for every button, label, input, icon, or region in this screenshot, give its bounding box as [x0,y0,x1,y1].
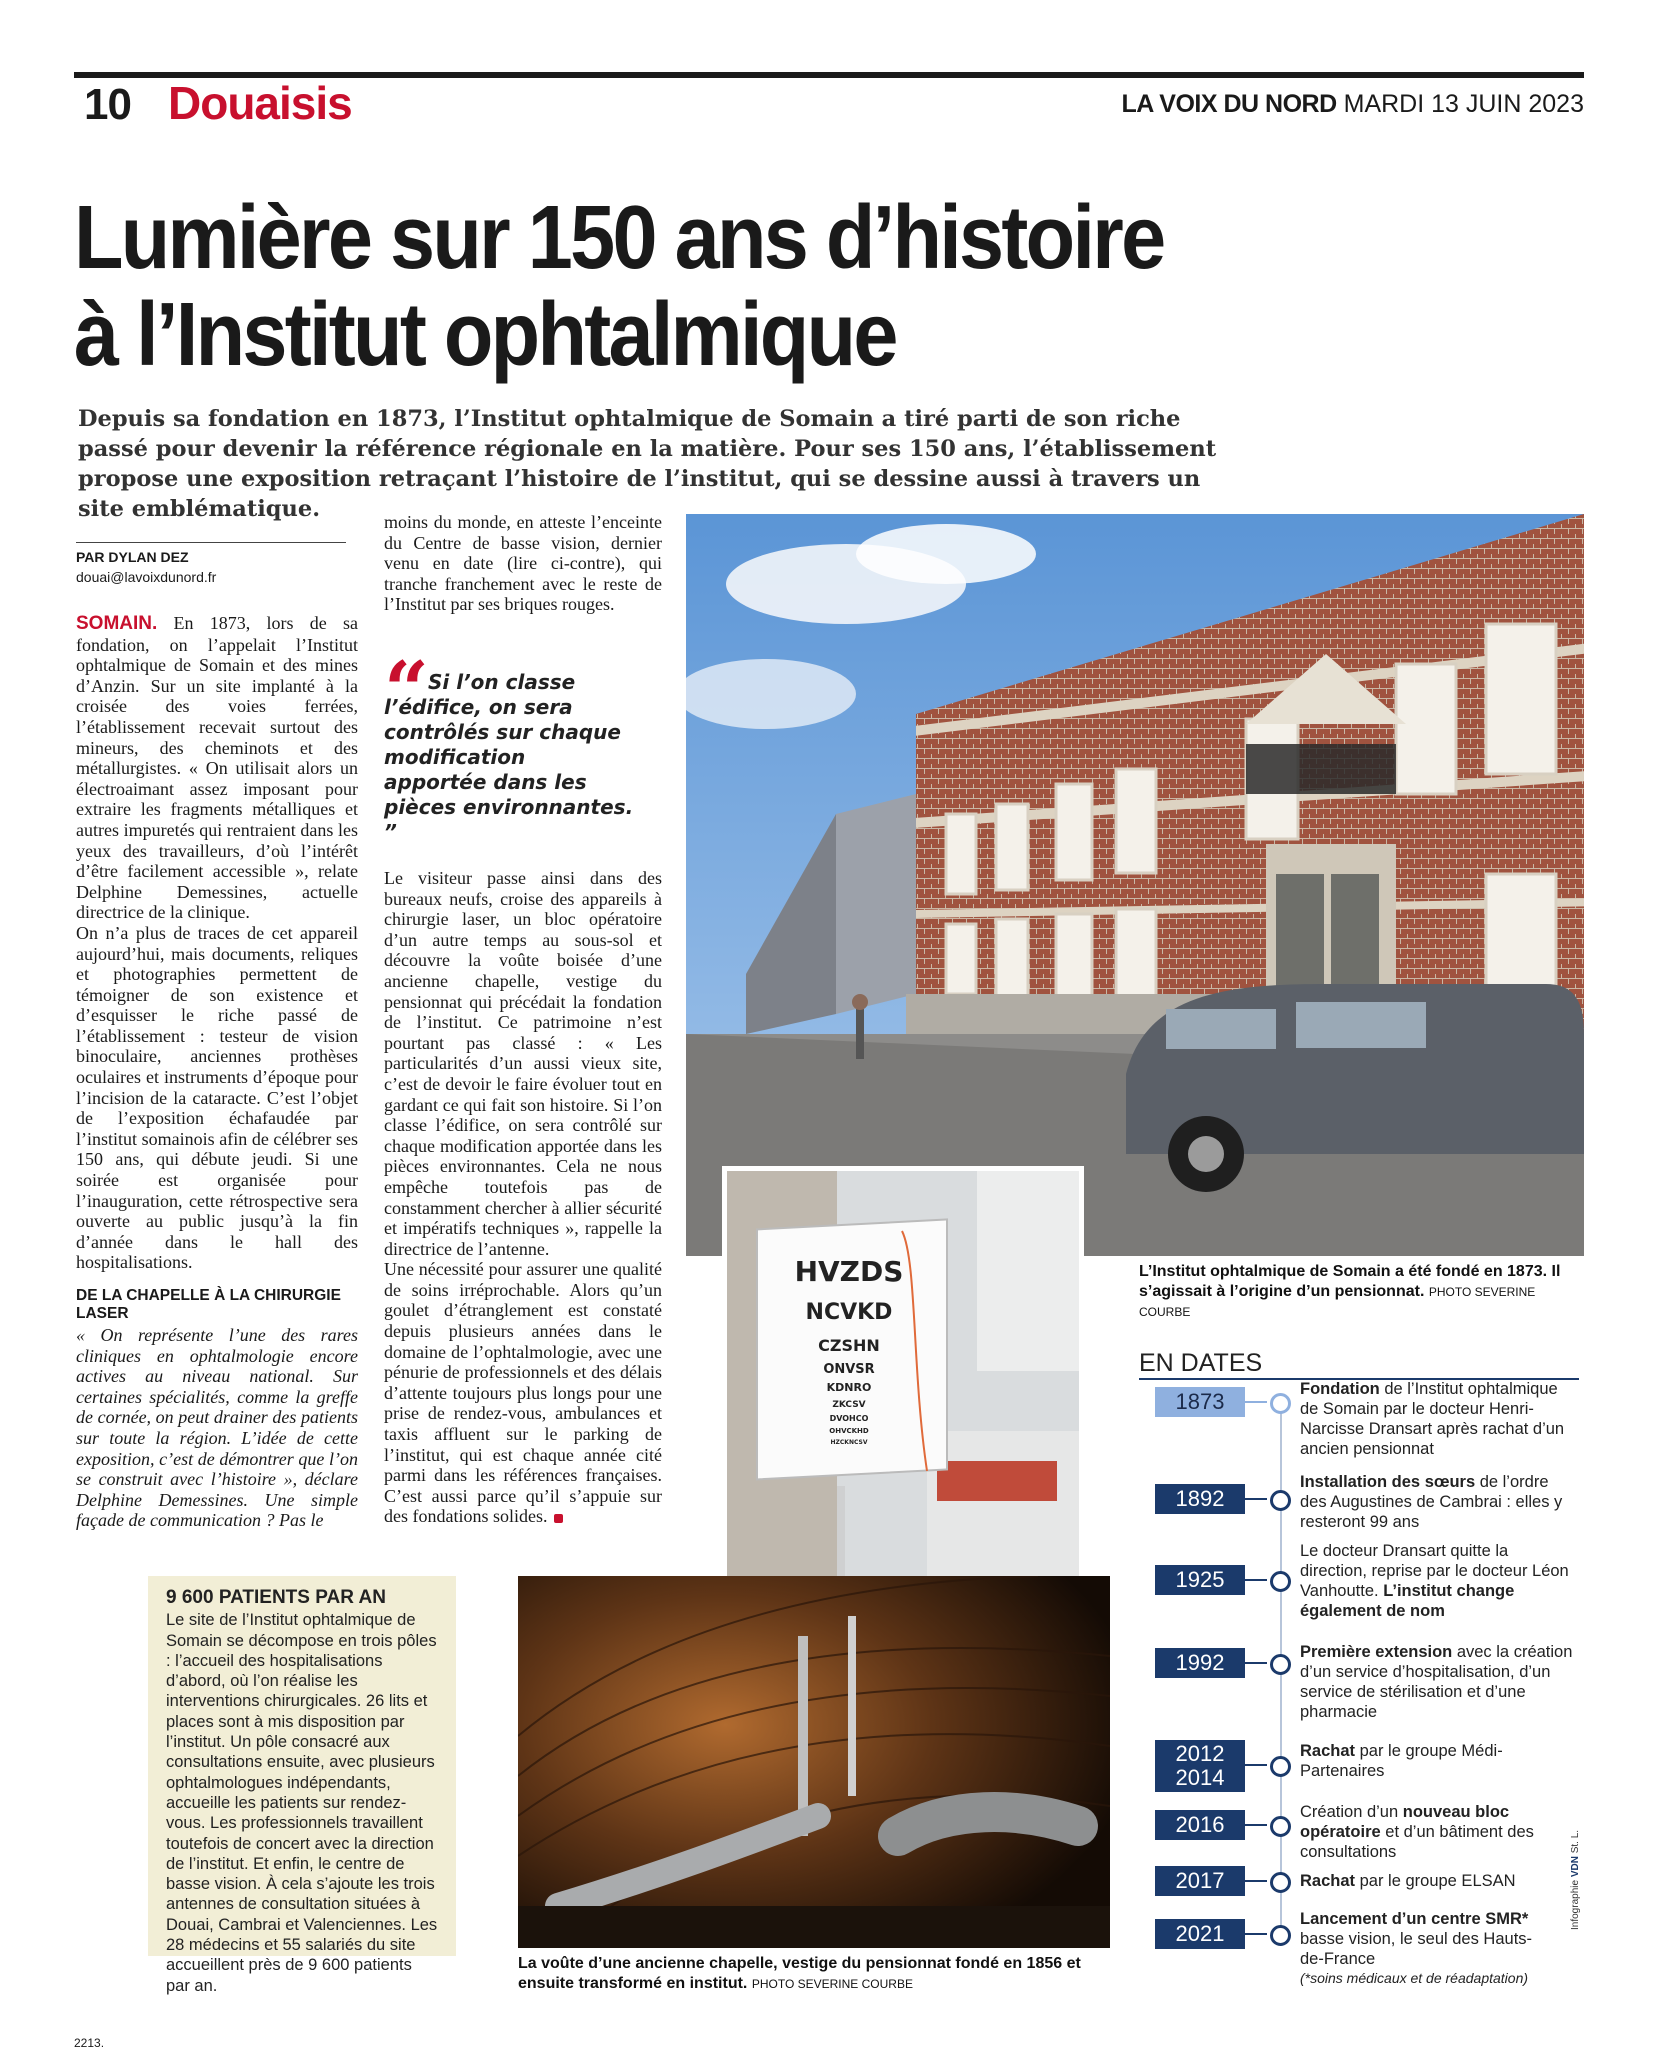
timeline-dot [1270,1925,1291,1946]
credit-suffix: St. L. [1570,1829,1581,1857]
timeline-event-pre: Le docteur Dransart quitte la direction, reprise par le docteur Léon Vanhoutte. [1300,1542,1569,1600]
headline [74,190,1424,384]
timeline-connector [1245,1498,1267,1500]
chapel-photo-caption [518,1954,1118,1994]
headline-line-1: Lumière sur 150 ans d’histoire [74,188,1164,288]
eye-chart-row: HZCKNCSV [830,1439,868,1446]
timeline-axis [1280,1406,1282,1946]
paragraph-3: « On représente l’une des rares cliniques en ophtalmologie encore actives au niveau national. Sur certaines spécialités, comme la greffe de cornée, on peut drainer des patients sur toute la région. L’idée de cette exposition, c’est de démontrer que l’on se construit avec l’histoire », déclare Delphine Demessines. Une simple façade de communication ? Pas le [76,1325,358,1531]
caption-2-text: La voûte d’une ancienne chapelle, vestige du pensionnat fondé en 1856 et ensuite transformé en institut. [518,1955,1081,1992]
column-2-bottom [384,868,662,1527]
timeline-event [1300,1871,1575,1891]
eye-chart-row: CZSHN [818,1336,880,1355]
newspaper-name: LA VOIX DU NORD [1121,90,1337,118]
building-photo-caption [1139,1262,1584,1322]
timeline-event [1300,1802,1575,1862]
paragraph-1-text: En 1873, lors de sa fondation, on l’appelait l’Institut ophtalmique de Somain et des mines d’Anzin. Sur un site implanté à la croisée des voies ferrées, l’établissement recevait surtout des mineurs, des cheminots et des métallurgistes. « On utilisait alors un électroaimant assez imposant pour extraire les fragments métalliques et autres impuretés qui rentraient dans les yeux des travailleurs, d’où l’intérêt d’être facilement accessible », relate Delphine Demessines, actuelle directrice de la clinique. [76,613,358,923]
subheading: DE LA CHAPELLE À LA CHIRURGIE LASER [76,1287,341,1322]
timeline-event-bold: nouveau bloc opératoire [1300,1803,1510,1841]
paragraph-6-text: Une nécessité pour assurer une qualité de soins irréprochable. Alors qu’un goulet d’étranglement est constaté depuis plusieurs années dans le domaine de l’ophtalmologie, avec une pénurie de professionnels et des délais d’attente toujours plus longs pour une prise de rendez-vous, ambulances et taxis affluent sur le parking de l’institut, qui est chaque année cité parmi dans les références françaises. C’est aussi parce qu’il s’appuie sur des fondations solides. [384,1259,662,1527]
timeline-event-bold: Lancement d’un centre SMR* [1300,1910,1529,1928]
timeline-year: 2017 [1155,1866,1245,1896]
timeline-title: EN DATES [1139,1349,1263,1377]
timeline-connector [1245,1880,1267,1882]
timeline-event-text: par le groupe Médi-Partenaires [1300,1742,1503,1780]
timeline-event-bold: Première extension [1300,1643,1453,1661]
lead-word: SOMAIN. [76,613,158,634]
eye-chart-row: ONVSR [823,1362,875,1377]
timeline-connector [1245,1662,1267,1664]
timeline-year: 2021 [1155,1919,1245,1949]
paragraph-6 [384,1259,662,1527]
folio: 2213. [74,2036,105,2050]
paragraph-2: On n’a plus de traces de cet appareil aujourd’hui, mais documents, reliques et photographies permettent de témoigner de son existence et d’esquisser le riche passé de l’établissement : testeur de vision binoculaire, anciennes prothèses oculaires et instruments d’époque pour l’incision de la cataracte. C’est l’objet de l’exposition échafaudée par l’institut somainois afin de célébrer ses 150 ans, qui débute jeudi. Si une soirée est organisée pour l’inauguration, cette rétrospective sera ouverte au public jusqu’à la fin d’année dans le hall des hospitalisations. [76,922,358,1273]
byline [76,534,346,587]
timeline-footnote: (*soins médicaux et de réadaptation) [1300,1970,1529,1986]
infographic-credit [1570,1830,1581,1930]
timeline-dot [1270,1756,1291,1777]
byline-rule [76,542,346,543]
author-email[interactable]: douai@lavoixdunord.fr [76,569,217,585]
eye-chart-row: DVOHCO [829,1414,869,1423]
timeline-event-bold: Rachat [1300,1742,1356,1760]
eye-chart-row: ZKCSV [832,1400,866,1410]
timeline-dot [1270,1816,1291,1837]
pull-quote [384,645,634,845]
credit-prefix: Infographie [1570,1877,1581,1930]
timeline-year: 2016 [1155,1810,1245,1840]
timeline-event [1300,1541,1575,1621]
timeline-event [1300,1379,1575,1459]
eye-chart-row: HVZDS [794,1255,904,1288]
building-photo [686,514,1584,1256]
timeline-connector [1245,1579,1267,1581]
page-number: 10 [84,80,131,129]
headline-line-2: à l’Institut ophtalmique [74,285,896,385]
section-title: Douaisis [168,77,352,129]
timeline-event [1300,1741,1575,1781]
timeline-event-text: de l’ordre des Augustines de Cambrai : elles y resteront 99 ans [1300,1473,1563,1531]
credit-brand: VDN [1570,1856,1581,1878]
eye-chart-photo [722,1166,1084,1634]
timeline-event-text: de l’Institut ophtalmique de Somain par le docteur Henri-Narcisse Dransart après rachat d’un ancien pensionnat [1300,1380,1565,1458]
column-1 [76,613,358,1531]
paragraph-1 [76,613,358,923]
timeline-dot [1270,1654,1291,1675]
timeline-event-bold: Fondation [1300,1380,1380,1398]
paragraph-5: Le visiteur passe ainsi dans des bureaux neufs, croise des appareils à chirurgie laser, un bloc opératoire d’un autre temps au sous-sol et découvre la voûte boisée d’une ancienne chapelle, vestige du pensionnat qui précédait la fondation de l’institut. Ce patrimoine n’est pourtant pas classé : « Les particularités d’un aussi vieux site, c’est de devoir le faire évoluer tout en gardant ce qui fait son histoire. Si l’on classe l’édifice, on sera contrôlé sur chaque modification apportée dans les pièces environnantes. Cela ne nous empêche toutefois pas de constamment chercher à allier sécurité et impératifs techniques », rappelle la directrice de l’antenne. [384,868,662,1259]
eye-chart-row: KDNRO [826,1381,872,1394]
timeline-year: 1873 [1155,1387,1245,1417]
standfirst: Depuis sa fondation en 1873, l’Institut ophtalmique de Somain a tiré parti de son riche passé pour devenir la référence régionale en la matière. Pour ses 150 ans, l’établissement propose une exposition retraçant l’histoire de l’institut, qui se dessine aussi à travers un site emblématique. [78,406,1217,522]
timeline-year: 1892 [1155,1484,1245,1514]
caption-1-credit: PHOTO SEVERINE COURBE [1139,1285,1536,1319]
paragraph-4: moins du monde, en atteste l’enceinte du Centre de basse vision, dernier venu en date (lire ci-contre), qui tranche franchement avec le reste de l’Institut par ses briques rouges. [384,512,662,615]
timeline-event-text: basse vision, le seul des Hauts-de-France [1300,1930,1533,1968]
timeline-event-bold: Installation des sœurs [1300,1473,1476,1491]
timeline-event-text: et d’un bâtiment des consultations [1300,1823,1534,1861]
timeline-event-bold: L’institut change également de nom [1300,1582,1515,1620]
eye-chart-row: OHVCKHD [829,1427,869,1435]
author: PAR DYLAN DEZ [76,549,189,565]
sidebar-box-title: 9 600 PATIENTS PAR AN [166,1587,386,1608]
timeline-dot [1270,1872,1291,1893]
timeline-event [1300,1472,1575,1532]
eye-chart-row: NCVKD [805,1300,893,1325]
timeline-dot [1270,1490,1291,1511]
timeline-event-text: avec la création d’un service d’hospitalisation, d’un service de stérilisation et d’une pharmacie [1300,1643,1573,1721]
column-2-top [384,512,662,615]
timeline-connector [1245,1401,1267,1403]
timeline-dot [1270,1393,1291,1414]
sidebar-box-text: Le site de l’Institut ophtalmique de Somain se décompose en trois pôles : l’accueil des hospitalisations d’abord, où l’on réalise les interventions chirurgicales. 26 lits et places sont à mis disposition par l’institut. Un pôle consacré aux consultations ensuite, avec plusieurs ophtalmologues indépendants, accueille les patients sur rendez-vous. Les professionnels travaillent toutefois de concert avec la direction de l’institut. Et enfin, le centre de basse vision. À cela s’ajoute les trois antennes de consultation situées à Douai, Cambrai et Valenciennes. Les 28 médecins et 55 salariés du site accueillent près de 9 600 patients par an. [166,1611,438,1995]
timeline-connector [1245,1933,1267,1935]
timeline-year: 1925 [1155,1565,1245,1595]
pull-quote-text: Si l’on classe l’édifice, on sera contrôlés sur chaque modification apportée dans les pièces environnantes. ” [384,670,634,844]
timeline-event-bold: Rachat [1300,1872,1356,1890]
timeline-event [1300,1909,1550,1987]
end-mark-icon [554,1514,563,1523]
timeline-year: 2012 [1175,1741,1225,1766]
timeline-connector [1245,1824,1267,1826]
timeline-connector [1245,1764,1267,1766]
timeline-event-pre: Création d’un [1300,1803,1403,1821]
caption-2-credit: PHOTO SEVERINE COURBE [751,1977,913,1991]
issue-date: MARDI 13 JUIN 2023 [1343,90,1584,118]
caption-1-text: L’Institut ophtalmique de Somain a été fondé en 1873. Il s’agissait à l’origine d’un pensionnat. [1139,1263,1561,1300]
timeline-event [1300,1642,1575,1722]
timeline-year-range [1155,1740,1245,1792]
timeline-event-text: par le groupe ELSAN [1355,1872,1516,1890]
masthead [1121,90,1584,119]
timeline-year: 1992 [1155,1648,1245,1678]
timeline-year-end: 2014 [1175,1765,1225,1790]
quote-mark-icon: “ [384,645,429,736]
chapel-vault-photo [518,1576,1110,1948]
sidebar-box [148,1576,456,1995]
timeline-dot [1270,1571,1291,1592]
